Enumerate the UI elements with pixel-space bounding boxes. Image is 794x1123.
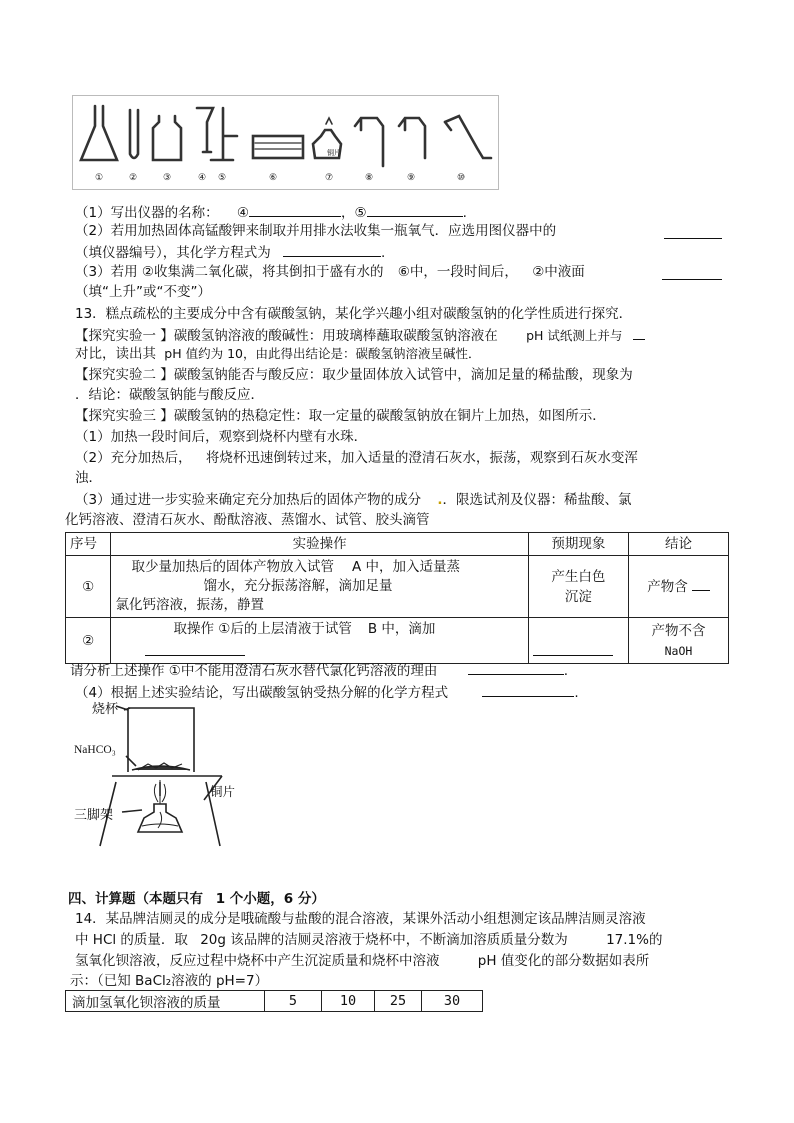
q13-s2-line1 xyxy=(75,449,638,467)
figure-label-7: ⑦ xyxy=(325,173,334,183)
concl-text: NaOH xyxy=(664,643,693,658)
q14-line4 xyxy=(70,972,268,990)
q12-p1-end: . xyxy=(462,205,467,221)
beaker-label: 烧杯 xyxy=(92,702,119,717)
q13-s2a2: 将烧杯迅速倒转过来，加入适量的澄清石灰水，振荡，观察到石灰水变浑 xyxy=(205,450,638,466)
figure-label-8: ⑧ xyxy=(365,173,374,183)
copper-label: 铜片 xyxy=(210,784,236,799)
q12-part3-line2 xyxy=(75,283,211,301)
nahco3-label: NaHCO₃ xyxy=(74,744,116,756)
q12-p2b-end: . xyxy=(381,245,386,261)
q14-l2c: 17.1%的 xyxy=(606,932,663,948)
table-row xyxy=(66,556,729,618)
q13-exp1-b2: pH 值约为 10，由此得出结论是：碳酸氢钠溶液呈碱性． xyxy=(164,346,481,361)
figure-label-6: ⑥ xyxy=(269,173,278,183)
q14-l3b: pH 值变化的部分数据如表所 xyxy=(477,953,650,969)
answer-blank[interactable] xyxy=(633,325,645,340)
op-text: 取少量加热后的固体产物放入试管 xyxy=(131,559,334,575)
op-text: 取操作 ①后的上层清液于试管 xyxy=(173,621,352,637)
q14-line1 xyxy=(75,910,646,928)
q12-p1-a: ④ xyxy=(236,205,249,221)
row-number: ② xyxy=(66,618,111,664)
q13-s3a: （3）通过进一步实验来确定充分加热后的固体产物的成分 xyxy=(75,492,422,508)
section-heading xyxy=(68,890,325,908)
q13-exp3-tag: 【探究实验三 】 xyxy=(75,408,174,424)
conclusion-cell xyxy=(628,556,728,618)
q13-intro-text: 13．糕点疏松的主要成分中含有碳酸氢钠，某化学兴趣小组对碳酸氢钠的化学性质进行探究． xyxy=(75,306,633,322)
q13-exp2-line2 xyxy=(75,386,264,404)
after-table-end: . xyxy=(563,663,568,679)
heating-figure xyxy=(72,700,236,850)
phen-text: 沉淀 xyxy=(564,588,592,605)
q12-p3a-text: （3）若用 ②收集满二氧化碳，将其倒扣于盛有水的 xyxy=(75,264,384,280)
q14-table xyxy=(65,990,483,1012)
answer-blank[interactable] xyxy=(533,641,613,656)
answer-blank[interactable] xyxy=(249,202,341,217)
q14-l2a: 中 HCl 的质量．取 xyxy=(75,932,188,948)
after-table-text: 请分析上述操作 ①中不能用澄清石灰水替代氯化钙溶液的理由 xyxy=(70,663,438,679)
q13-s3b: 化钙溶液、澄清石灰水、酚酞溶液、蒸馏水、试管、胶头滴管 xyxy=(65,512,430,528)
concl-text: 产物含 xyxy=(647,579,688,595)
q13-exp2-b: ．结论：碳酸氢钠能与酸反应． xyxy=(75,387,264,403)
q13-exp2-a: 碳酸氢钠能否与酸反应：取少量固体放入试管中，滴加足量的稀盐酸，现象为 xyxy=(173,367,633,383)
figure-label-2: ② xyxy=(129,173,138,183)
table-row xyxy=(66,618,729,664)
q14-line3 xyxy=(75,952,649,970)
header-cell: 预期现象 xyxy=(528,533,628,556)
q13-exp2-tag: 【探究实验二 】 xyxy=(75,367,174,383)
q14-l1-text: 14．某品牌洁厕灵的成分是哦硫酸与盐酸的混合溶液，某课外活动小组想测定该品牌洁厕灵溶液 xyxy=(75,911,646,927)
figure-label-5: ⑤ xyxy=(218,173,227,183)
q13-exp1-line2 xyxy=(75,345,481,363)
figure-label-4: ④ xyxy=(198,173,207,183)
phenomenon-cell xyxy=(528,556,628,618)
q14-l2b: 20g 该品牌的洁厕灵溶液于烧杯中，不断滴加溶质质量分数为 xyxy=(200,932,568,948)
q13-s3a2: ．限选试剂及仪器：稀盐酸、氯 xyxy=(442,492,632,508)
phen-text: 产生白色 xyxy=(551,568,606,585)
q14-l4-text: 示：（已知 BaCl₂溶液的 pH=7） xyxy=(70,973,269,989)
q13-s3-line1 xyxy=(75,491,632,509)
operation-cell xyxy=(111,556,528,618)
answer-blank[interactable] xyxy=(692,576,710,591)
q13-exp1-a: 碳酸氢钠溶液的酸碱性：用玻璃棒蘸取碳酸氢钠溶液在 xyxy=(173,328,498,344)
q13-exp3-line xyxy=(75,407,606,425)
q13-s2a: （2）充分加热后， xyxy=(75,450,192,466)
op-text: B 中，滴加 xyxy=(367,621,436,637)
answer-blank[interactable] xyxy=(662,265,722,280)
table-cell: 5 xyxy=(265,991,322,1012)
table-header-cell: 滴加氢氧化钡溶液的质量 xyxy=(66,991,265,1012)
answer-blank[interactable] xyxy=(283,242,381,257)
q12-part1 xyxy=(75,202,467,222)
experiment-table xyxy=(65,532,729,664)
q13-s1-text: （1）加热一段时间后，观察到烧杯内壁有水珠． xyxy=(75,429,368,445)
q12-p3a-mid: ⑥中，一段时间后， xyxy=(397,264,518,280)
q13-exp1-tag: 【探究实验一 】 xyxy=(75,328,174,344)
header-cell: 实验操作 xyxy=(111,533,528,556)
q13-exp1-b: 对比，读出其 xyxy=(75,346,156,362)
section-heading-b: 1 个小题，6 分） xyxy=(215,891,325,907)
conclusion-cell xyxy=(628,618,728,664)
q13-s4-text: （4）根据上述实验结论，写出碳酸氢钠受热分解的化学方程式 xyxy=(75,685,449,701)
q13-s2-line2 xyxy=(75,469,102,487)
table-row xyxy=(66,991,483,1012)
q12-p1-text: （1）写出仪器的名称： xyxy=(75,205,219,221)
op-text: A 中，加入适量蒸 xyxy=(351,559,460,575)
row-number: ① xyxy=(66,556,111,618)
phenomenon-cell xyxy=(528,618,628,664)
q13-exp3-a: 碳酸氢钠的热稳定性：取一定量的碳酸氢钠放在铜片上加热，如图所示． xyxy=(173,408,606,424)
q13-s1 xyxy=(75,428,367,446)
q12-p3b-text: （填“上升”或“不变”） xyxy=(75,284,211,300)
tiny-label: 铜片 xyxy=(327,149,341,157)
q12-part2-line1 xyxy=(75,222,556,240)
q12-p2a-text: （2）若用加热固体高锰酸钾来制取并用排水法收集一瓶氧气．应选用图仪器中的 xyxy=(75,223,557,239)
table-header-row xyxy=(66,533,729,556)
figure-label-10: ⑩ xyxy=(457,173,466,183)
q13-after-table xyxy=(70,660,568,680)
figure-label-3: ③ xyxy=(163,173,172,183)
q14-l3a: 氢氧化钡溶液，反应过程中烧杯中产生沉淀质量和烧杯中溶液 xyxy=(75,953,440,969)
header-cell: 结论 xyxy=(628,533,728,556)
answer-blank[interactable] xyxy=(367,202,463,217)
table-cell: 25 xyxy=(375,991,422,1012)
q13-exp1-ph: pH 试纸测上并与 xyxy=(526,328,623,343)
section-heading-a: 四、计算题（本题只有 xyxy=(68,891,203,907)
q13-intro xyxy=(75,305,632,323)
table-cell: 10 xyxy=(322,991,375,1012)
q14-line2 xyxy=(75,931,662,949)
answer-blank[interactable] xyxy=(664,224,722,239)
q12-part2-line2 xyxy=(75,242,385,262)
op-text: 馏水，充分振荡溶解，滴加足量 xyxy=(203,578,393,594)
header-cell: 序号 xyxy=(66,533,111,556)
op-text: 氯化钙溶液，振荡，静置 xyxy=(115,597,264,613)
q13-s4 xyxy=(75,682,579,702)
q12-p3a-mid2: ②中液面 xyxy=(532,264,585,280)
q13-exp2-line1 xyxy=(75,366,633,384)
q13-s4-end: . xyxy=(574,685,579,701)
answer-blank[interactable] xyxy=(145,641,245,656)
q13-exp1-line1 xyxy=(75,325,645,345)
answer-blank[interactable] xyxy=(468,660,564,675)
figure-label-9: ⑨ xyxy=(407,173,416,183)
q13-s3a-dot: . xyxy=(437,492,443,508)
q13-s2b: 浊． xyxy=(75,470,102,486)
q13-s3-line2 xyxy=(65,511,430,529)
q12-part3-line1 xyxy=(75,263,585,281)
concl-text: 产物不含 xyxy=(651,622,706,639)
tripod-label: 三脚架 xyxy=(74,808,114,823)
answer-blank[interactable] xyxy=(482,682,574,697)
operation-cell xyxy=(111,618,528,664)
heating-drawing xyxy=(72,700,228,850)
q12-p2b-text: （填仪器编号），其化学方程式为 xyxy=(75,245,271,261)
figure-label-1: ① xyxy=(95,173,104,183)
table-cell: 30 xyxy=(422,991,483,1012)
q12-p1-sep: ，⑤ xyxy=(341,205,367,221)
apparatus-figure xyxy=(72,95,499,190)
